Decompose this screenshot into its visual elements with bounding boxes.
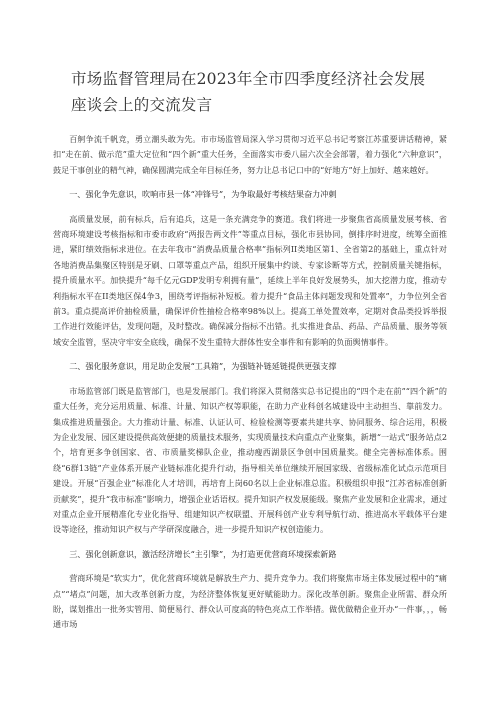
- document-title: [71, 66, 447, 118]
- section-3-body: 营商环境是“软实力”，优化营商环境就是解放生产力、提升竞争力。我们将聚焦市场主体发展过程中的“痛点”“堵点”问题，加大改革创新力度，为经济整体恢复更好赋能助力。深化改革创新。聚焦企业所需、群众所盼，谋划推出一批务实管用、简便易行、群众认可度高的特色亮点工作举措。做优做精企业开办“一件事，，，畅通市场: [53, 573, 447, 630]
- section-2-heading: 二、强化服务意识，用足助企发展“工具箱”，为强链补链延链提供更强支撑: [69, 361, 337, 372]
- title-line-1: 市场监督管理局在2023年全市四季度经济社会发展: [71, 70, 426, 88]
- section-3-heading: 三、强化创新意识，激活经济增长“主引擎”，为打造更优营商环境探索新路: [69, 548, 337, 559]
- intro-paragraph: 百舸争流千帆竞，勇立潮头敢为先。市市场监管局深入学习贯彻习近平总书记考察江苏重要讲话精神，紧扣“走在前、做示范”重大定位和“四个新”重大任务，全面落实市委八届六次全会部署，着力强化“六种意识”，鼓足干事创业的精气神，确保圆满完成全年目标任务，努力让总书记口中的“好地方”好上加好、越来越好。: [53, 134, 447, 175]
- title-line-2: 座谈会上的交流发言: [71, 96, 213, 114]
- section-1-body: 高质量发展，前有标兵，后有追兵，这是一条充满竞争的赛道。我们将进一步聚焦省高质量发展考核、省营商环境建设考核指标和市委市政府“两报告两文件”等重点目标，强化市县协同，倒排序时进度，统筹全面推进，紧盯绩效指标求进位。在去年我市“消费品质量合格率”指标列II类地区第1、全省第2的基础上，重点针对各地消费品集聚区特别是牙刷、口罩等重点产品，组织开展集中约谈、专家诊断等方式，控制质量关键指标，提升质量水平。加快提升“每千亿元GDP发明专利拥有量”，延续上半年良好发展势头，加大挖潜力度，推动专利指标水平在II类地区保4争3，围绕考评指标补短板。着力提升“食品主体问题发现和处置率”，力争位列全省前3。重点提高评价抽检质量，确保评价性抽检合格率98%以上。提高工单处置效率，定期对食品类投诉举报工作进行效能评估，发现问题，及时整改。确保减分指标不出错。扎实推进食品、药品、产品质量、服务等领域安全监管，坚决守牢安全底线，确保不发生重特大群体性安全事件和有影响的负面舆情事件。: [53, 213, 447, 347]
- section-2-body: 市场监管部门既是监管部门，也是发展部门。我们将深入贯彻落实总书记提出的“四个走在前”“四个新”的重大任务，充分运用质量、标准、计量、知识产权等职能，在助力产业科创名城建设中主动担当、靠前发力。集成推进质量强企。大力推动计量、标准、认证认可、检验检测等要素共建共享、协同服务、综合运用，积极为企业发展、园区建设提供高效便捷的质量技术服务，实现质量技术向重点产业聚集，新增“一站式”服务站点2个，培育更多争创国家、省、市质量奖梯队企业，推动瘦西湖景区争创中国质量奖。健全完善标准体系。围绕“6群13链”产业体系开展产业链标准化提升行动，指导相关单位继续开展国家级、省级标准化试点示范项目建设。开展“百强企业”标准化人才培训，再培育上岗60名以上企业标准总监。积极组织申报“江苏省标准创新贡献奖”，提升“我市标准”影响力，增强企业话语权。提升知识产权发展能级。聚焦产业发展和企业需求，通过对重点企业开展精准化专业化指导、组建知识产权联盟、开展科创产业专利导航行动、推进高水平载体平台建设等途径，推动知识产权与产学研深度融合，进一步提升知识产权创造能力。: [53, 385, 447, 535]
- section-1-heading: 一、强化争先意识，吹响市县一体“冲锋号”，为争取最好考核结果奋力冲刺: [69, 189, 337, 200]
